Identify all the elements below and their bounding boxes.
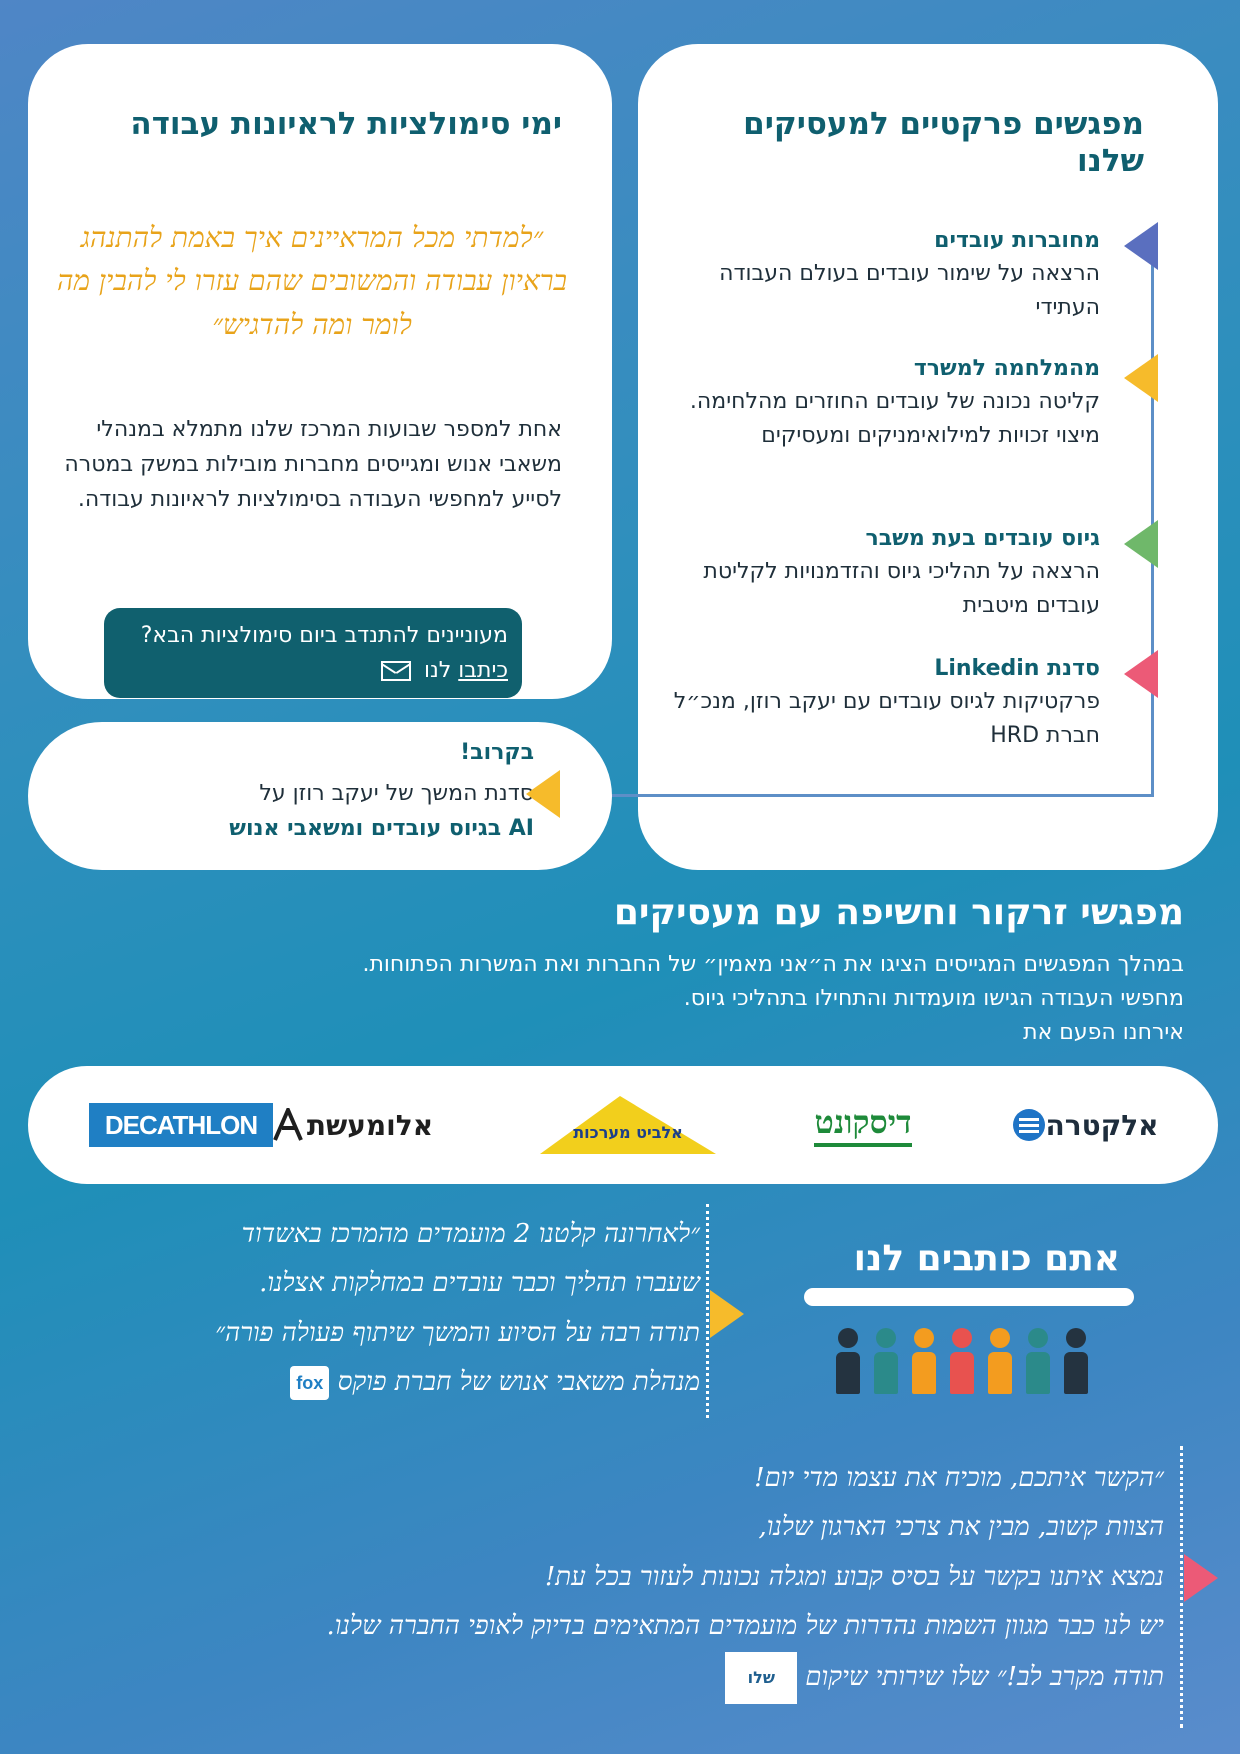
people-icon-group (836, 1328, 1088, 1406)
testimonial-line: מנהלת משאבי אנוש של חברת פוקס (337, 1367, 700, 1398)
practical-item-3 (660, 526, 1100, 623)
practical-item-4 (660, 656, 1100, 753)
simulation-days-title: ימי סימולציות לראיונות עבודה (130, 106, 562, 142)
testimonial-line: ״לאחרונה קלטנו 2 מועמדים מהמרכז באשדוד (241, 1219, 700, 1249)
coming-soon-topic: AI בגיוס עובדים ומשאבי אנוש (229, 816, 534, 842)
focus-line: אירחנו הפעם את (1023, 1020, 1184, 1046)
testimonials-underline (804, 1288, 1134, 1306)
simulation-description: אחת למספר שבועות המרכז שלנו מתמלא במנהלי משאבי אנוש ומגייסים מחברות מובילות במשק במטרה לסייע למחפשי העבודה בסימולציות לראיונות עבודה. (64, 417, 562, 513)
timeline-marker-3-icon (1124, 520, 1158, 568)
focus-line: מחפשי העבודה הגישו מועמדות והתחילו בתהליכי גיוס. (683, 986, 1184, 1012)
coming-soon-card (28, 722, 612, 870)
write-to-us-link[interactable]: כיתבו (458, 658, 508, 684)
practical-item-title: סדנת Linkedin (934, 656, 1100, 681)
discount-logo (778, 1066, 948, 1184)
electra-mark-icon (1013, 1109, 1045, 1141)
electra-logo-text: אלקטרה (1045, 1108, 1159, 1142)
alumasht-mark-icon (273, 1108, 303, 1142)
testimonial-1-marker-icon (710, 1290, 744, 1338)
employer-logos-strip (28, 1066, 1218, 1184)
practical-item-text: קליטה נכונה של עובדים החוזרים מהלחימה. מיצוי זכויות למילואימניקים ומעסיקים (689, 389, 1100, 449)
alumasht-logo (258, 1066, 448, 1184)
testimonial-line: נמצא איתנו בקשר על בסיס קבוע ומגלה נכונות לעזור בכל עת! (544, 1561, 1164, 1592)
person-icon (912, 1328, 936, 1406)
practical-item-title: מהמלחמה למשרד (913, 356, 1100, 381)
decathlon-logo (88, 1066, 274, 1184)
volunteer-cta-suffix: לנו (423, 658, 459, 684)
testimonial-1-divider (706, 1204, 709, 1418)
coming-soon-description: סדנת המשך של יעקב רוזן על (259, 781, 534, 806)
testimonial-2-marker-icon (1184, 1554, 1218, 1602)
testimonial-fox (30, 1210, 700, 1408)
focus-line: במהלך המפגשים המגייסים הציגו את ה״אני מאמין״ של החברות ואת המשרות הפתוחות. (362, 952, 1184, 977)
albit-logo (528, 1066, 728, 1184)
testimonials-title: אתם כותבים לנו (853, 1238, 1120, 1279)
timeline-marker-1-icon (1124, 222, 1158, 270)
focus-meetings-title: מפגשי זרקור וחשיפה עם מעסיקים (613, 892, 1184, 933)
person-icon (1064, 1328, 1088, 1406)
coming-soon-marker-icon (526, 770, 560, 818)
testimonial-line: ״הקשר איתכם, מוכיח את עצמו מדי יום! (754, 1463, 1164, 1493)
discount-logo-text: דיסקונט (814, 1103, 911, 1147)
albit-shape-icon (540, 1096, 716, 1154)
person-icon (950, 1328, 974, 1406)
volunteer-cta-text: מעוניינים להתנדב ביום סימולציות הבא? (140, 623, 508, 648)
practical-item-1 (660, 228, 1100, 325)
testimonial-line: שעברו תהליך וכבר עובדים במחלקות אצלנו. (259, 1268, 700, 1299)
practical-item-2 (660, 356, 1100, 453)
practical-meetings-title: מפגשים פרקטיים למעסיקים שלנו (743, 106, 1144, 180)
testimonial-signature (54, 1652, 1164, 1704)
volunteer-cta-box (104, 608, 522, 698)
timeline-marker-4-icon (1124, 650, 1158, 698)
practical-item-text: פרקטיקות לגיוס עובדים עם יעקב רוזן, מנכ״ל חברת HRD (673, 689, 1100, 749)
albit-logo-text: אלביט מערכות (573, 1123, 683, 1142)
alumasht-logo-text: אלומעשת (306, 1108, 434, 1142)
testimonial-line: הצוות קשוב, מבין את צרכי הארגון שלנו, (758, 1512, 1164, 1543)
focus-meetings-body (44, 948, 1184, 1050)
fox-logo: fox (290, 1366, 329, 1400)
simulation-days-card (28, 44, 612, 699)
testimonial-line: תודה רבה על הסיוע והמשך שיתוף פעולה פורה״ (215, 1317, 700, 1348)
coming-soon-title: בקרוב! (460, 740, 534, 765)
person-icon (874, 1328, 898, 1406)
practical-item-text: הרצאה על תהליכי גיוס והזדמנויות לקליטת עובדים מיטבית (703, 559, 1100, 619)
testimonial-line: תודה מקרב לב!״ שלו שירותי שיקום (805, 1661, 1164, 1692)
mail-icon[interactable] (381, 661, 411, 681)
practical-item-title: גיוס עובדים בעת משבר (865, 526, 1100, 551)
decathlon-logo-text: DECATHLON (89, 1103, 273, 1147)
testimonial-signature (30, 1358, 700, 1407)
coming-soon-text (94, 776, 534, 846)
testimonial-2-divider (1180, 1446, 1183, 1728)
person-icon (836, 1328, 860, 1406)
timeline-horizontal-line (560, 794, 1154, 797)
electra-logo (998, 1066, 1168, 1184)
person-icon (988, 1328, 1012, 1406)
testimonial-line: יש לנו כבר מגוון השמות נהדרות של מועמדים המתאימים בדיוק לאופי החברה שלנו. (326, 1611, 1164, 1642)
testimonial-shalu (54, 1454, 1164, 1704)
practical-item-title: מחוברות עובדים (934, 228, 1100, 253)
person-icon (1026, 1328, 1050, 1406)
practical-item-text: הרצאה על שימור עובדים בעולם העבודה העתידי (719, 261, 1100, 321)
simulation-quote: ״למדתי מכל המראיינים איך באמת להתנהג בראיון עבודה והמשובים שהם עזרו לי להבין מה לומר ומה להדגיש״ (56, 221, 567, 341)
shalu-logo: שלו (725, 1652, 797, 1704)
timeline-marker-2-icon (1124, 354, 1158, 402)
